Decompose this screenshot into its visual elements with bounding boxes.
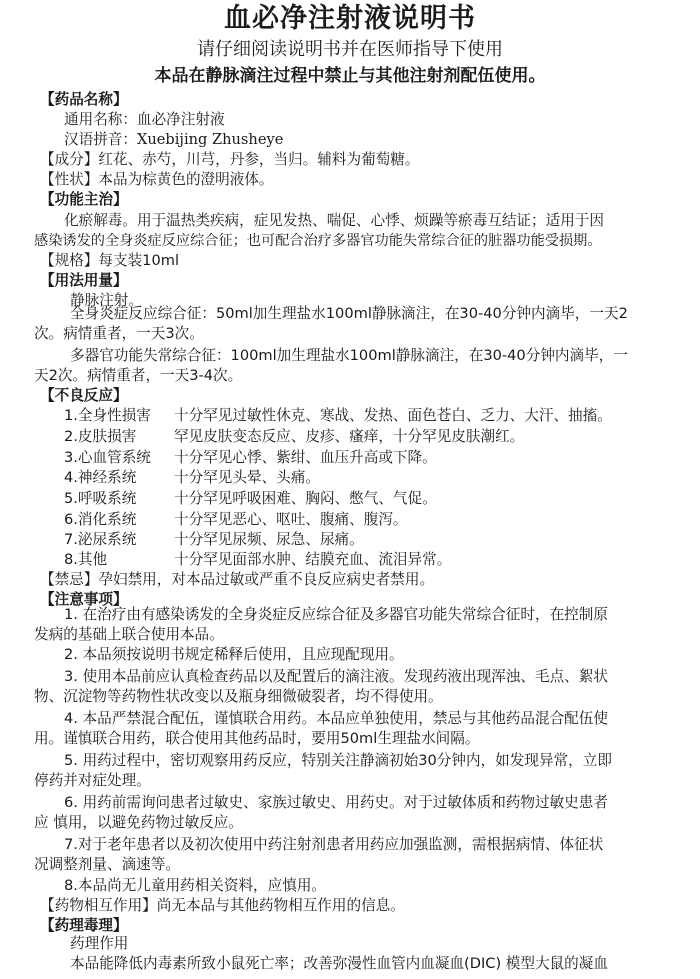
contraindications: 【禁忌】孕妇禁用，对本品过敏或严重不良反应病史者禁用。: [40, 571, 435, 588]
precaution-line: 8.本品尚无儿童用药相关资料，应慎用。: [64, 877, 327, 894]
character: 【性状】本品为棕黄色的澄明液体。: [40, 171, 274, 188]
adverse-item: 1.全身性损害 十分罕见过敏性休克、寒战、发热、面色苍白、乏力、大汗、抽搐。: [64, 407, 612, 424]
usage-route: 静脉注射。: [70, 292, 143, 309]
pinyin-line: [64, 130, 283, 150]
reading-instruction: 请仔细阅读说明书并在医师指导下使用: [197, 39, 503, 60]
adverse-item: 7.泌尿系统 十分罕见尿频、尿急、尿痛。: [64, 531, 364, 548]
precaution-line: 1. 在治疗由有感染诱发的全身炎症反应综合征及多器官功能失常综合征时，在控制原: [64, 606, 608, 623]
drug-interactions: 【药物相互作用】尚无本品与其他药物相互作用的信息。: [40, 897, 405, 914]
composition: 【成分】红花、赤芍，川芎，丹参，当归。辅料为葡萄糖。: [40, 151, 420, 168]
indications-heading: 【功能主治】: [40, 191, 128, 208]
drug-name-heading: 【药品名称】: [40, 91, 128, 108]
adverse-item: 8.其他 十分罕见面部水肿、结膜充血、流泪异常。: [64, 551, 452, 568]
adverse-item: 3.心血管系统 十分罕见心悸、紫绀、血压升高或下降。: [64, 449, 437, 466]
precaution-line: 停药并对症处理。: [34, 772, 151, 789]
adverse-item: 2.皮肤损害 罕见皮肤变态反应、皮疹、瘙痒，十分罕见皮肤潮红。: [64, 428, 525, 445]
generic-name: 通用名称：血必净注射液: [64, 111, 225, 128]
precaution-line: 6. 用药前需询问患者过敏史、家族过敏史、用药史。对于过敏体质和药物过敏史患者: [64, 794, 608, 811]
precaution-line: 物、沉淀物等药物性状改变以及瓶身细微破裂者，均不得使用。: [34, 688, 443, 705]
precaution-line: 况调整剂量、滴速等。: [34, 856, 180, 873]
pharmacology-line: 本品能降低内毒素所致小鼠死亡率；改善弥漫性血管内血凝血(DIC) 模型大鼠的凝血: [70, 955, 608, 972]
precaution-line: 7.对于老年患者以及初次使用中药注射剂患者用药应加强监测，需根据病情、体征状: [64, 836, 604, 853]
usage-mods: 天2次。病情重者，一天3-4次。: [34, 367, 243, 384]
usage-mods: 多器官功能失常综合征：100ml加生理盐水100ml静脉滴注，在30-40分钟内滴毕，一: [70, 347, 628, 364]
precaution-line: 2. 本品须按说明书规定稀释后使用，且应现配现用。: [64, 646, 404, 663]
pinyin-name: Xuebijing Zhusheye: [136, 131, 284, 148]
adverse-heading: 【不良反应】: [40, 387, 128, 404]
precaution-line: 用。谨慎联合用药，联合使用其他药品时，要用50ml生理盐水间隔。: [34, 730, 480, 747]
pharmacology-heading: 【药理毒理】: [40, 917, 128, 934]
pinyin-label: 汉语拼音：: [64, 131, 137, 148]
usage-sirs: 全身炎症反应综合征：50ml加生理盐水100ml静脉滴注，在30-40分钟内滴毕，一天2: [70, 305, 628, 322]
document-title: 血必净注射液说明书: [224, 3, 476, 34]
usage-heading: 【用法用量】: [40, 272, 128, 289]
adverse-item: 6.消化系统 十分罕见恶心、呕吐、腹痛、腹泻。: [64, 511, 408, 528]
indications-line: 感染诱发的全身炎症反应综合征；也可配合治疗多器官功能失常综合征的脏器功能受损期。: [34, 233, 602, 249]
indications-line: 化瘀解毒。用于温热类疾病，症见发热、喘促、心悸、烦躁等瘀毒互结证；适用于因: [64, 212, 604, 229]
precaution-line: 5. 用药过程中，密切观察用药反应，特别关注静滴初始30分钟内，如发现异常，立即: [64, 752, 612, 769]
usage-sirs: 次。病情重者，一天3次。: [34, 325, 204, 342]
precaution-line: 4. 本品严禁混合配伍，谨慎联合用药。本品应单独使用，禁忌与其他药品混合配伍使: [64, 710, 608, 727]
precaution-line: 应 慎用，以避免药物过敏反应。: [34, 814, 243, 831]
adverse-item: 4.神经系统 十分罕见头晕、头痛。: [64, 469, 320, 486]
infusion-warning: 本品在静脉滴注过程中禁止与其他注射剂配伍使用。: [154, 66, 546, 86]
precaution-line: 发病的基础上联合使用本品。: [34, 626, 224, 643]
precautions-heading: 【注意事项】: [40, 591, 128, 608]
pharmacology-subheading: 药理作用: [70, 935, 129, 952]
precaution-line: 3. 使用本品前应认真检查药品以及配置后的滴注液。发现药液出现浑浊、毛点、絮状: [64, 668, 608, 685]
adverse-item: 5.呼吸系统 十分罕见呼吸困难、胸闷、憋气、气促。: [64, 490, 437, 507]
specification: 【规格】每支装10ml: [40, 252, 179, 269]
